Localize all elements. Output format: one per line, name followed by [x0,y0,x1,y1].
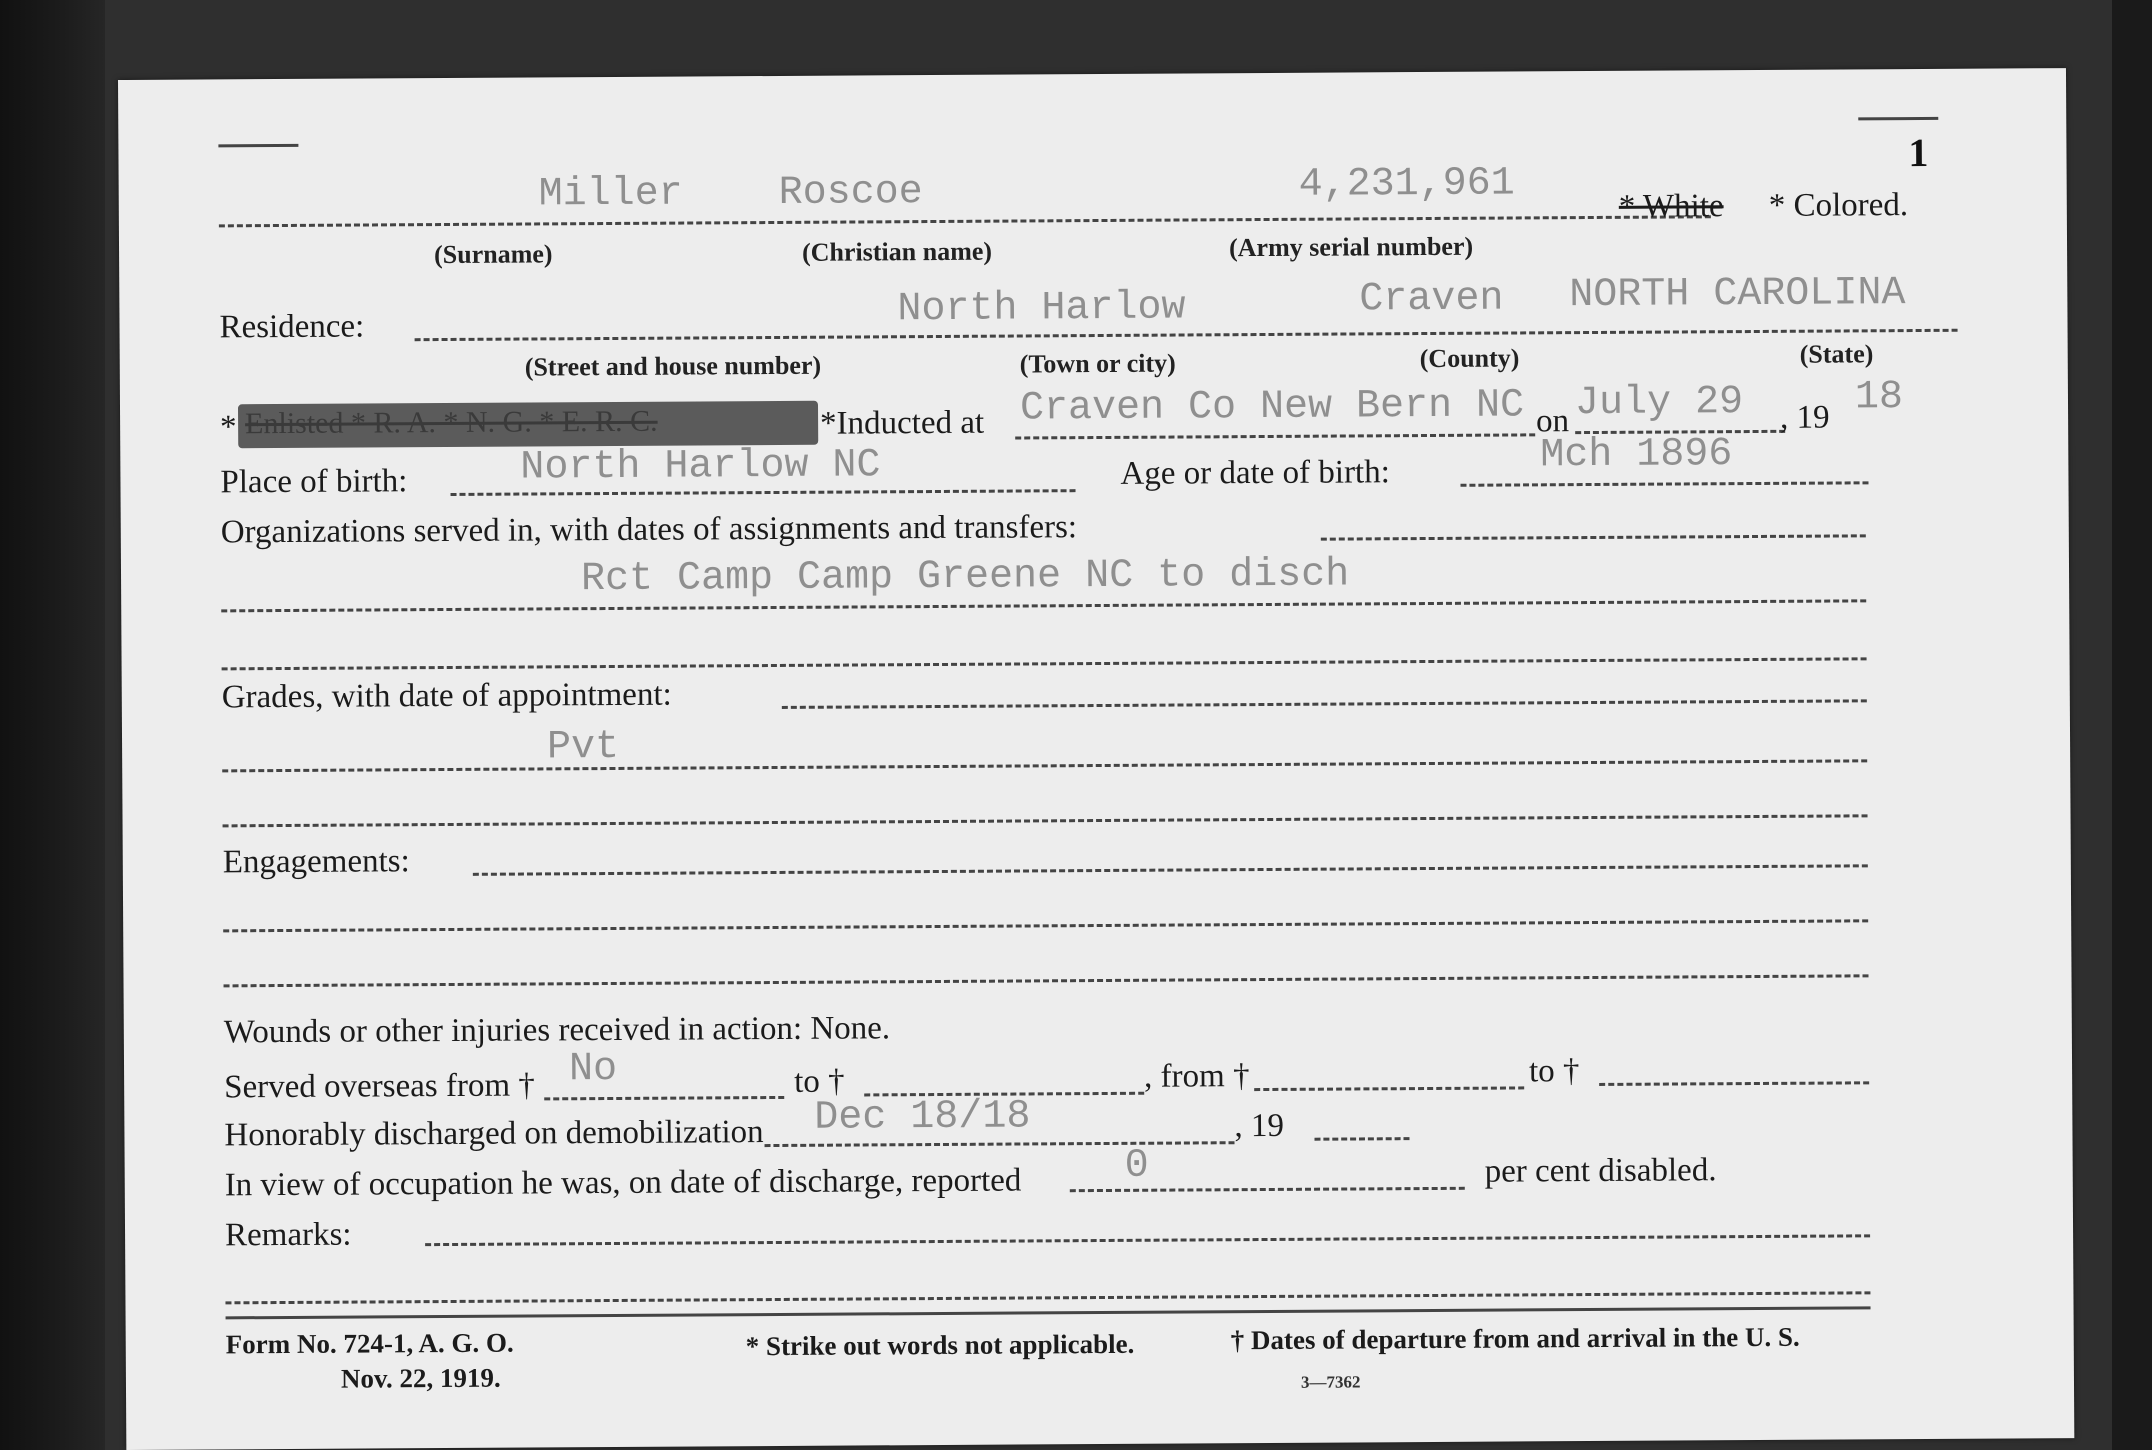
strike-out-note: * Strike out words not applicable. [745,1328,1135,1362]
card-number: 1 [1908,129,1929,176]
residence-town-value: North Harlow [897,285,1186,333]
christian-name-value: Roscoe [778,170,923,216]
organizations-line-1 [1321,534,1866,540]
on-label: on [1536,403,1570,440]
scan-background-left [0,0,105,1450]
overseas-to-label: to † [794,1063,845,1100]
place-of-birth-label: Place of birth: [220,463,408,501]
organizations-line-2 [221,599,1866,612]
form-number: Form No. 724-1, A. G. O. [225,1327,514,1360]
serial-caption: (Army serial number) [1228,231,1474,263]
scan-background-right [2112,0,2152,1450]
engagements-line-1 [473,864,1868,876]
serial-number-value: 4,231,961 [1298,161,1515,208]
surname-value: Miller [538,171,683,218]
christian-name-caption: (Christian name) [801,236,993,267]
induction-year-prefix: , 19 [1779,399,1830,436]
residence-line [415,329,1958,341]
form-date: Nov. 22, 1919. [340,1362,501,1394]
induction-place-value: Craven Co New Bern NC [1019,383,1525,432]
overseas-from2-line [1254,1086,1524,1091]
enlisted-struck-text: Enlisted * R. A. * N. G. * E. R. C. [245,404,658,441]
grade-value: Pvt [546,724,620,771]
remarks-line-1 [425,1234,1870,1246]
grades-line-3 [223,814,1868,827]
residence-state-value: NORTH CAROLINA [1569,271,1906,319]
overseas-to2-line [1599,1081,1869,1086]
corner-mark-left [218,144,298,147]
name-line [219,215,1711,227]
grades-line-1 [782,699,1867,709]
enlisted-star: * [220,409,237,446]
induction-year-suffix: 18 [1854,375,1904,421]
residence-label: Residence: [219,308,365,346]
overseas-to2-label: to † [1528,1053,1580,1090]
corner-mark-right [1858,117,1938,120]
print-code: 3—7362 [1300,1372,1361,1392]
street-caption: (Street and house number) [524,350,822,382]
occupation-label: In view of occupation he was, on date of discharge, reported [224,1162,1022,1204]
overseas-from2-label: , from † [1143,1058,1250,1095]
discharge-date-value: Dec 18/18 [814,1094,1031,1141]
disability-value: 0 [1124,1143,1149,1189]
age-dob-label: Age or date of birth: [1120,454,1390,492]
induction-place-line [1015,433,1535,439]
engagements-line-3 [224,974,1869,987]
residence-county-value: Craven [1359,276,1504,323]
overseas-from-line [544,1096,784,1100]
remarks-line-2 [225,1291,1870,1304]
engagements-label: Engagements: [222,843,410,881]
served-overseas-label: Served overseas from † [224,1067,535,1106]
engagements-line-2 [223,919,1868,932]
birth-place-value: North Harlow NC [520,443,881,491]
discharged-label: Honorably discharged on demobilization [224,1114,764,1154]
service-record-card [118,68,2074,1450]
grades-line-2 [222,759,1867,772]
overseas-from-value: No [568,1046,618,1093]
remarks-label: Remarks: [224,1216,352,1254]
surname-caption: (Surname) [433,239,553,270]
inducted-at-label: *Inducted at [820,404,985,442]
organizations-value: Rct Camp Camp Greene NC to disch [580,552,1350,603]
state-caption: (State) [1799,339,1874,369]
organizations-label: Organizations served in, with dates of assignments and transfers: [220,509,1078,551]
dates-note: † Dates of departure from and arrival in the U. S. [1230,1321,1800,1356]
discharge-year-line [1314,1137,1409,1141]
discharge-date-line [765,1141,1235,1147]
race-colored-label: * Colored. [1768,187,1909,224]
footer-rule [226,1306,1871,1319]
county-caption: (County) [1419,343,1520,374]
birth-date-value: Mch 1896 [1540,432,1733,479]
per-cent-label: per cent disabled. [1484,1152,1717,1190]
organizations-line-3 [222,657,1867,670]
town-caption: (Town or city) [1019,348,1176,379]
discharge-year-prefix: , 19 [1234,1107,1285,1145]
race-white-label: * White [1618,188,1724,225]
birth-date-line [1460,481,1868,486]
wounds-label: Wounds or other injuries received in action: None. [223,1010,891,1051]
grades-label: Grades, with date of appointment: [221,676,672,716]
induction-date-value: July 29 [1574,380,1744,427]
